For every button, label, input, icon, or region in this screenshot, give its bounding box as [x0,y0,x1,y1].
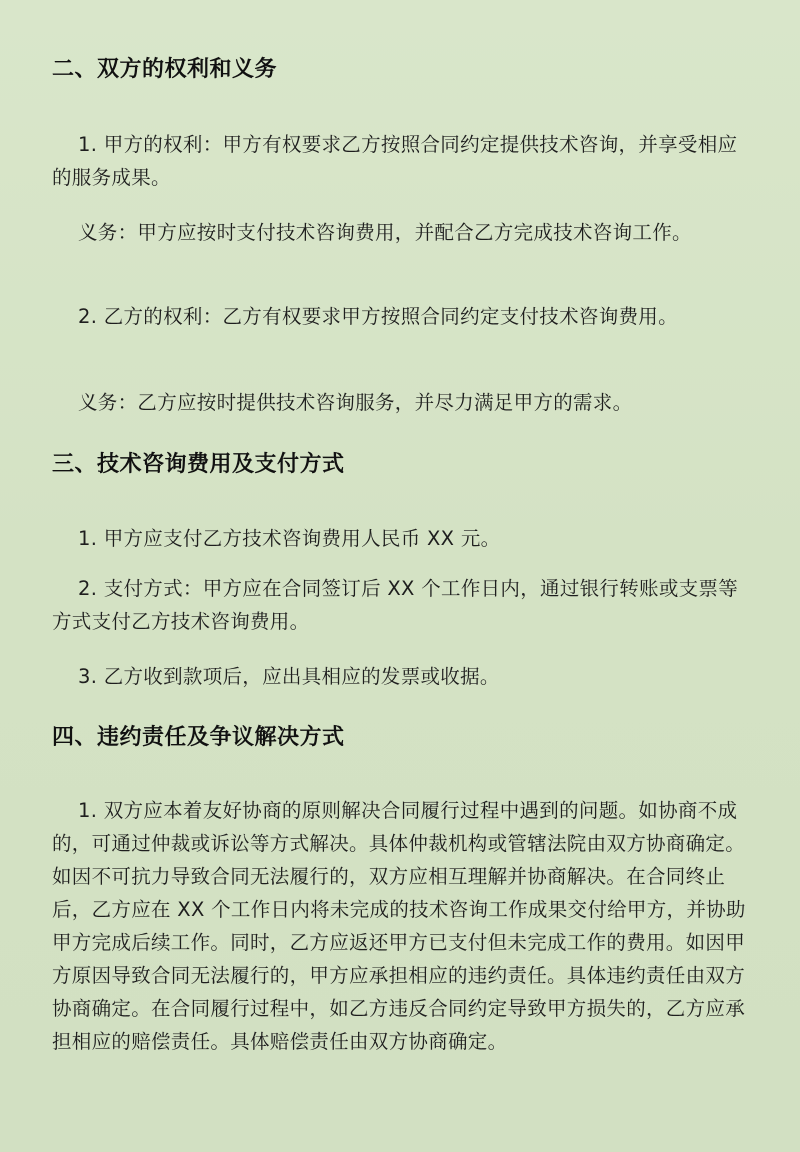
section-heading-fees-payment: 三、技术咨询费用及支付方式 [52,452,345,477]
paragraph-payment-method: 2. 支付方式：甲方应在合同签订后 XX 个工作日内，通过银行转账或支票等方式支付乙方技术咨询费用。 [52,577,739,633]
section-heading-breach-dispute: 四、违约责任及争议解决方式 [52,725,345,750]
paragraph-party-a-obligations: 义务：甲方应按时支付技术咨询费用，并配合乙方完成技术咨询工作。 [78,221,692,244]
paragraph-party-b-obligations: 义务：乙方应按时提供技术咨询服务，并尽力满足甲方的需求。 [78,391,633,414]
section-heading-rights-obligations: 二、双方的权利和义务 [52,57,278,82]
paragraph-party-b-rights: 2. 乙方的权利：乙方有权要求甲方按照合同约定支付技术咨询费用。 [78,305,678,328]
paragraph-invoice: 3. 乙方收到款项后，应出具相应的发票或收据。 [78,665,500,688]
paragraph-fee-amount: 1. 甲方应支付乙方技术咨询费用人民币 XX 元。 [78,527,501,550]
paragraph-dispute-resolution: 1. 双方应本着友好协商的原则解决合同履行过程中遇到的问题。如协商不成的，可通过仲裁或诉讼等方式解决。具体仲裁机构或管辖法院由双方协商确定。如因不可抗力导致合同无法履行的，双方应相互理解并协商解决。在合同终止后，乙方应在 XX 个工作日内将未完成的技术咨询工作成果交付给甲方，并协助甲方完成后续工作。同时，乙方应返还甲方已支付但未完成工作的费用。如因甲方原因导致合同无法履行的，甲方应承担相应的违约责任。具体违约责任由双方协商确定。在合同履行过程中，如乙方违反合同约定导致甲方损失的，乙方应承担相应的赔偿责任。具体赔偿责任由双方协商确定。 [52,799,746,1053]
paragraph-party-a-rights: 1. 甲方的权利：甲方有权要求乙方按照合同约定提供技术咨询，并享受相应的服务成果。 [52,133,738,189]
